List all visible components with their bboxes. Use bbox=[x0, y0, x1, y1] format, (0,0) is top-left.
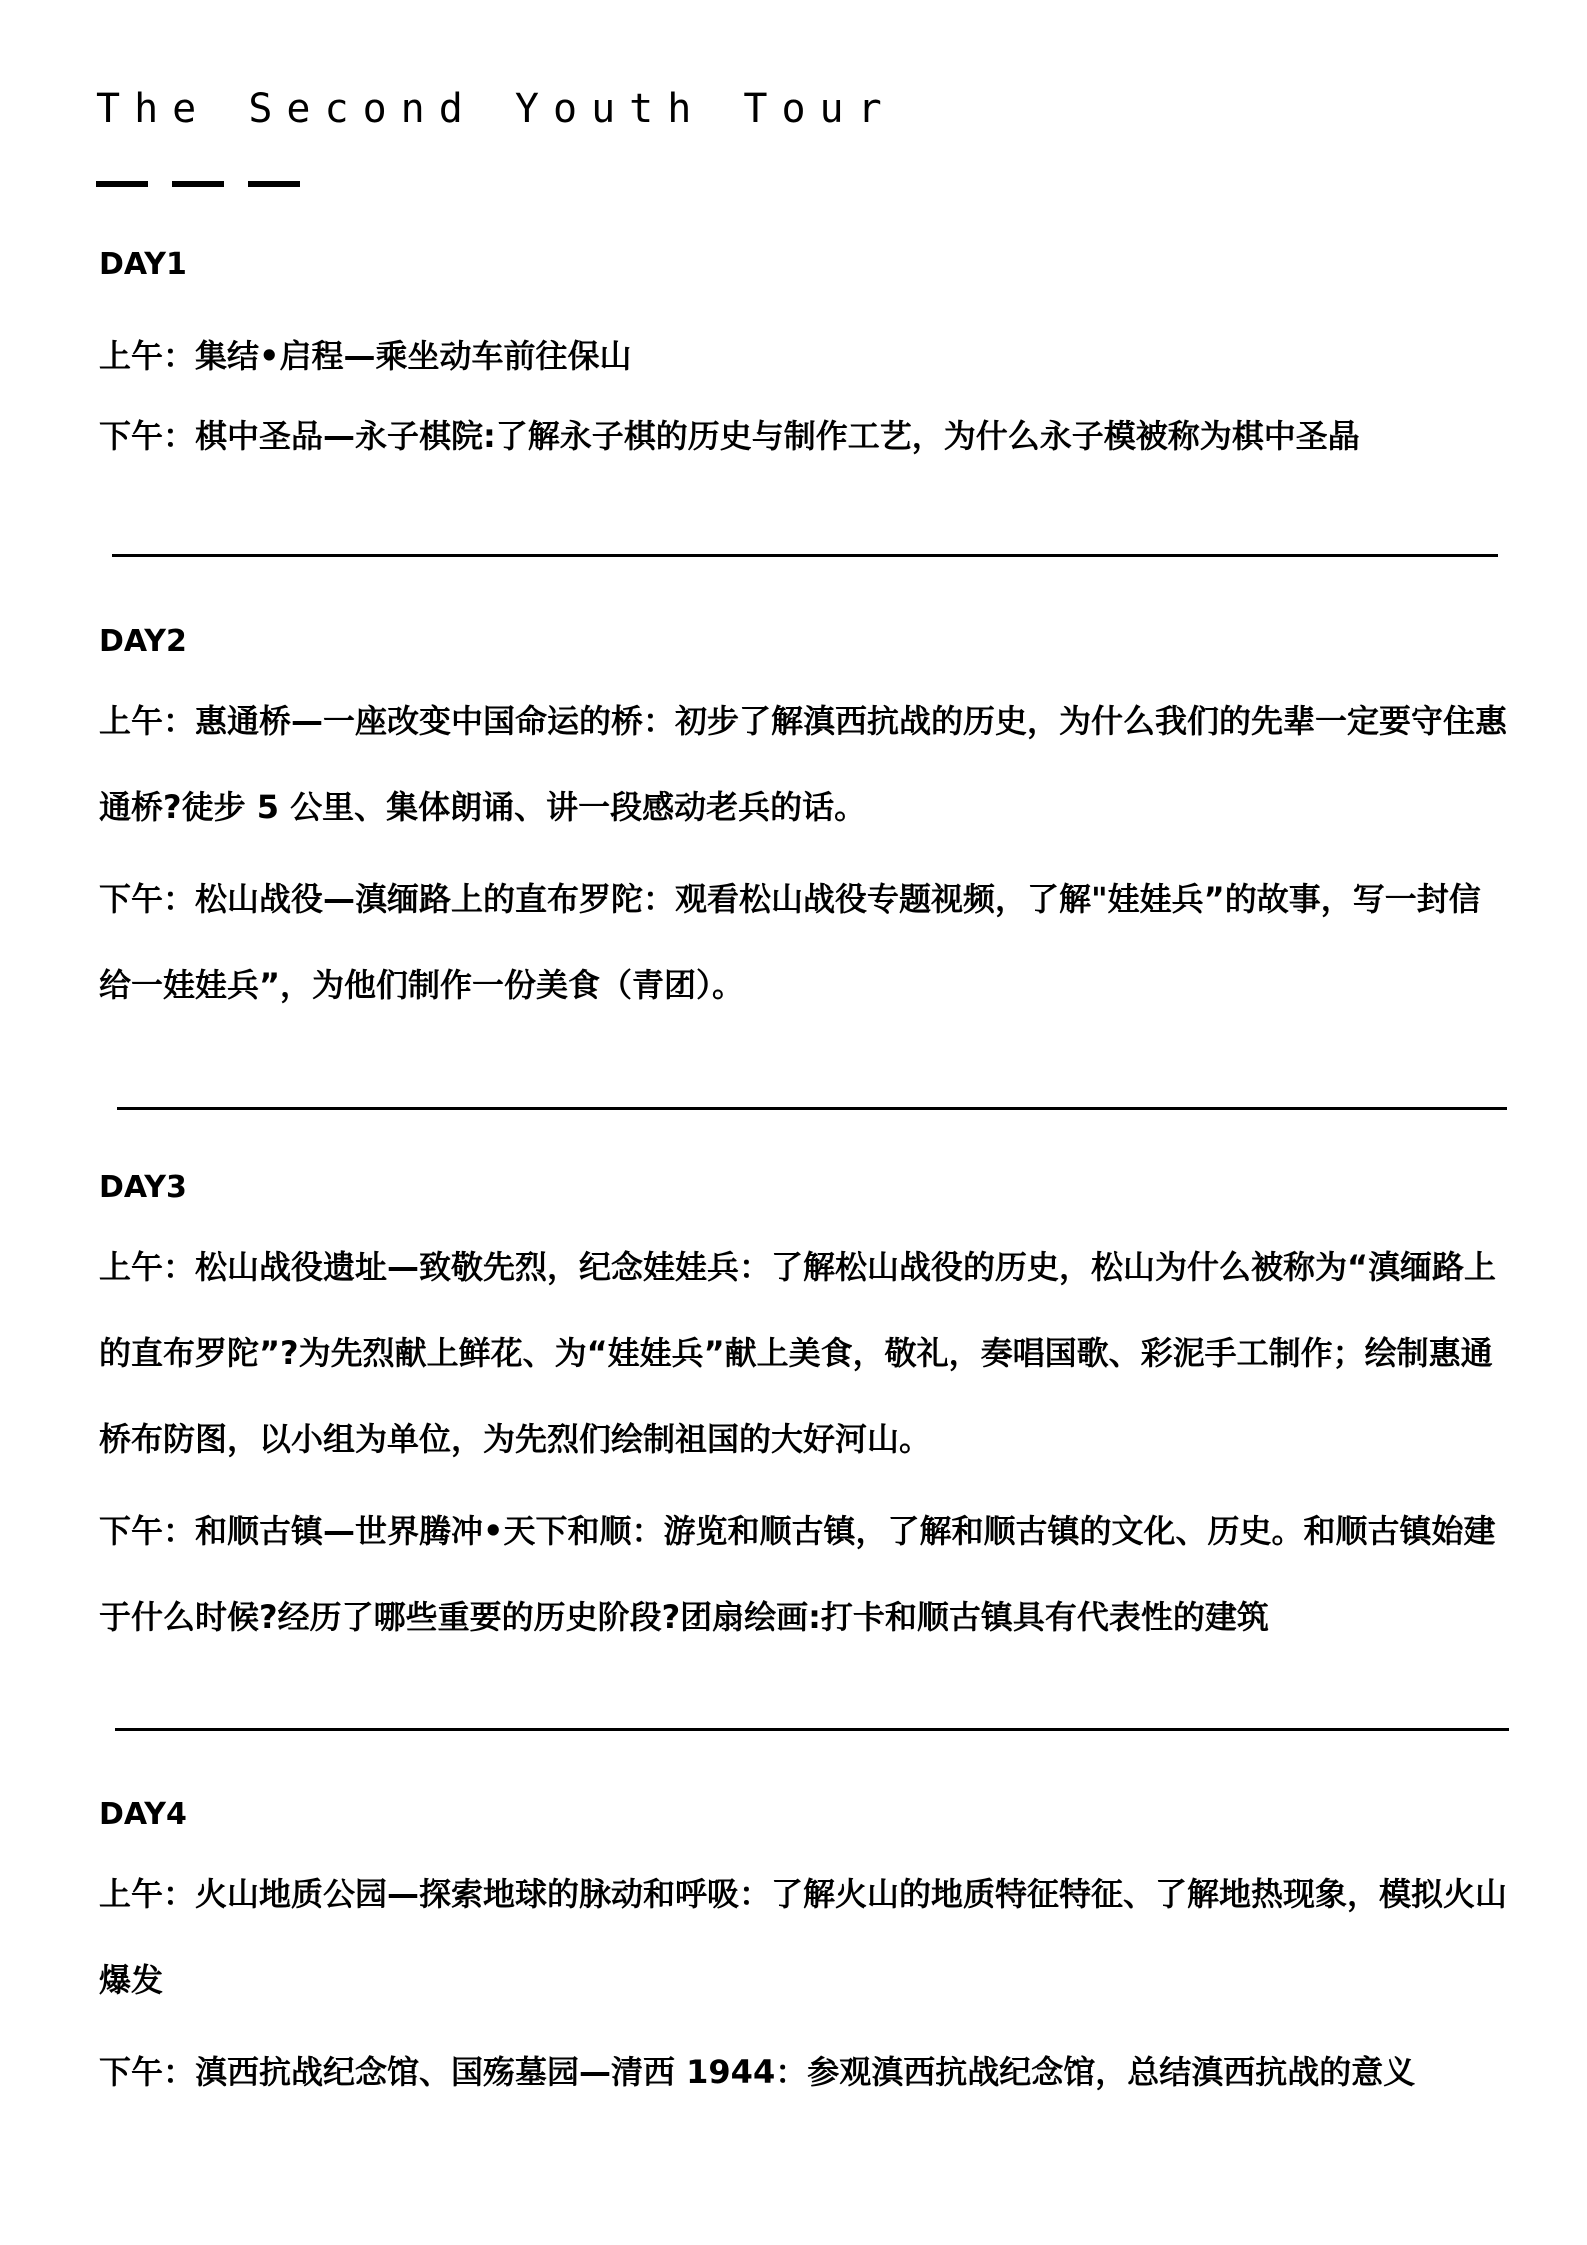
title-dash bbox=[248, 181, 300, 187]
day-label: DAY4 bbox=[99, 1797, 187, 1832]
section-divider bbox=[115, 1728, 1509, 1731]
day-section-4 bbox=[99, 1795, 1507, 2115]
section-divider bbox=[112, 554, 1498, 557]
day-section-2 bbox=[99, 622, 1507, 1028]
afternoon-entry: 下午：棋中圣品—永子棋院:了解永子棋的历史与制作工艺，为什么永子模被称为棋中圣晶 bbox=[99, 417, 1360, 455]
title-dash bbox=[172, 181, 224, 187]
day-label: DAY3 bbox=[99, 1170, 187, 1205]
morning-entry: 上午：惠通桥—一座改变中国命运的桥：初步了解滇西抗战的历史，为什么我们的先辈一定要守住惠通桥?徒步 5 公里、集体朗诵、讲一段感动老兵的话。 bbox=[99, 702, 1508, 826]
title-dash bbox=[96, 181, 148, 187]
day-section-1 bbox=[99, 245, 1507, 483]
section-divider bbox=[117, 1107, 1507, 1110]
day-section-3 bbox=[99, 1168, 1507, 1660]
afternoon-entry: 下午：滇西抗战纪念馆、国殇墓园—清西 1944：参观滇西抗战纪念馆，总结滇西抗战的意义 bbox=[99, 2053, 1416, 2091]
day-label: DAY1 bbox=[99, 247, 187, 282]
day-label: DAY2 bbox=[99, 624, 187, 659]
afternoon-entry: 下午：和顺古镇—世界腾冲•天下和顺：游览和顺古镇，了解和顺古镇的文化、历史。和顺古镇始建于什么时候?经历了哪些重要的历史阶段?团扇绘画:打卡和顺古镇具有代表性的建筑 bbox=[99, 1512, 1496, 1636]
morning-entry: 上午：集结•启程—乘坐动车前往保山 bbox=[99, 337, 632, 375]
page-title: The Second Youth Tour bbox=[96, 86, 896, 132]
morning-entry: 上午：松山战役遗址—致敬先烈，纪念娃娃兵：了解松山战役的历史，松山为什么被称为“滇缅路上的直布罗陀”?为先烈献上鲜花、为“娃娃兵”献上美食，敬礼，奏唱国歌、彩泥手工制作；绘制惠通桥布防图，以小组为单位，为先烈们绘制祖国的大好河山。 bbox=[99, 1248, 1497, 1458]
morning-entry: 上午：火山地质公园—探索地球的脉动和呼吸：了解火山的地质特征特征、了解地热现象，模拟火山爆发 bbox=[99, 1875, 1508, 1999]
afternoon-entry: 下午：松山战役—滇缅路上的直布罗陀：观看松山战役专题视频，了解"娃娃兵”的故事，写一封信给一娃娃兵”，为他们制作一份美食（青团）。 bbox=[99, 880, 1481, 1004]
